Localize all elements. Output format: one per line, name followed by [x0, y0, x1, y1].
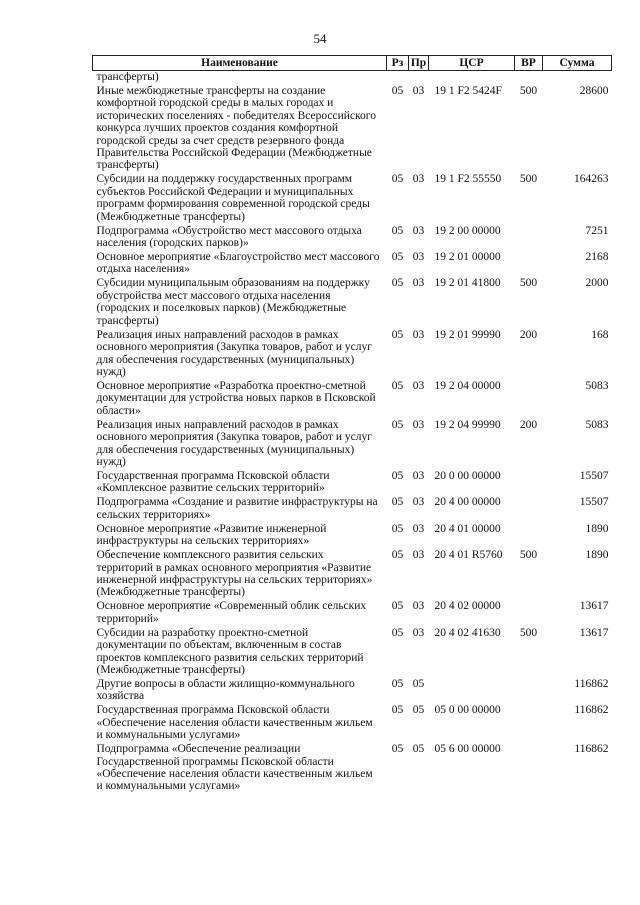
- cell-pr: 05: [412, 743, 425, 756]
- cell-sum: 1890: [585, 522, 609, 535]
- cell-pr: 03: [412, 173, 425, 186]
- cell-csr: 05 0 00 00000: [434, 704, 501, 717]
- table-row: [93, 704, 612, 743]
- table-row: [93, 277, 612, 328]
- cell-rz: 05: [391, 469, 404, 482]
- table-row: [93, 549, 612, 600]
- cell-rz: 05: [391, 173, 404, 186]
- cell-name: Государственная программа Псковской области «Обеспечение населения области качественным жильем и коммунальными услугами»: [96, 704, 373, 742]
- cell-rz: 05: [391, 522, 404, 535]
- cell-pr: 03: [412, 549, 425, 562]
- table-row: [93, 523, 612, 549]
- table-row: [93, 627, 612, 678]
- cell-pr: 03: [412, 251, 425, 264]
- cell-vr: 500: [519, 173, 538, 186]
- cell-sum: 5083: [585, 379, 609, 392]
- cell-vr: [515, 600, 543, 626]
- cell-pr: 03: [412, 328, 425, 341]
- cell-vr: 200: [519, 418, 538, 431]
- cell-pr: 03: [412, 522, 425, 535]
- cell-csr: 19 1 F2 55550: [434, 173, 502, 186]
- cell-sum: 2000: [585, 277, 609, 290]
- cell-name: Подпрограмма «Создание и развитие инфраструктуры на сельских территориях»: [96, 496, 378, 521]
- cell-sum: 116862: [574, 743, 609, 756]
- header-rz: Рз: [387, 56, 409, 71]
- cell-sum: [543, 71, 612, 86]
- cell-csr: 19 2 04 99990: [434, 418, 501, 431]
- cell-name: Основное мероприятие «Разработка проектно-сметной документации для устройства новых парков в Псковской области»: [96, 379, 376, 417]
- cell-rz: [387, 71, 409, 86]
- cell-pr: 03: [412, 418, 425, 431]
- table-row: [93, 743, 612, 794]
- cell-csr: 19 2 04 00000: [434, 379, 501, 392]
- cell-pr: 03: [412, 496, 425, 509]
- cell-sum: 116862: [574, 704, 609, 717]
- cell-rz: 05: [391, 600, 404, 613]
- cell-rz: 05: [391, 85, 404, 97]
- cell-sum: 116862: [574, 678, 609, 690]
- cell-pr: 03: [412, 379, 425, 392]
- cell-rz: 05: [391, 224, 404, 237]
- header-csr: ЦСР: [429, 56, 515, 71]
- cell-name: Субсидии на разработку проектно-сметной документации по объектам, включенным в состав проектов комплексного развития сельских территорий (Межбюджетные трансферты): [96, 626, 364, 676]
- cell-name: Субсидии на поддержку государственных программ субъектов Российской Федерации и муниципальных программ формирования современной городской среды (Межбюджетные трансферты): [96, 173, 370, 223]
- cell-rz: 05: [391, 743, 404, 756]
- cell-csr: 19 2 00 00000: [434, 224, 501, 237]
- table-row: [93, 419, 612, 470]
- table-row: [93, 85, 612, 173]
- cell-csr: 19 2 01 99990: [434, 328, 501, 341]
- cell-name: Реализация иных направлений расходов в рамках основного мероприятия (Закупка товаров, работ и услуг для обеспечения государственных (муниципальных) нужд): [96, 328, 372, 378]
- cell-name: Основное мероприятие «Благоустройство мест массового отдыха населения»: [96, 251, 380, 276]
- table-row: [93, 600, 612, 626]
- table-row: [93, 470, 612, 496]
- cell-rz: 05: [391, 251, 404, 264]
- cell-sum: 13617: [579, 626, 609, 639]
- cell-rz: 05: [391, 549, 404, 562]
- cell-csr: [429, 71, 515, 86]
- cell-name: Подпрограмма «Обеспечение реализации Государственной программы Псковской области «Обеспечение населения области качественным жильем и коммунальными услугами»: [96, 743, 373, 793]
- table-header: [93, 56, 612, 71]
- cell-csr: 20 4 01 00000: [434, 522, 501, 535]
- budget-table: [92, 55, 612, 794]
- cell-pr: [409, 71, 429, 86]
- cell-name: Основное мероприятие «Развитие инженерной инфраструктуры на сельских территориях»: [96, 522, 327, 548]
- cell-vr: 500: [519, 277, 538, 290]
- cell-rz: 05: [391, 678, 404, 690]
- cell-sum: 28600: [579, 85, 609, 97]
- header-name: Наименование: [93, 56, 387, 71]
- table-row: [93, 678, 612, 704]
- table-row: [93, 225, 612, 251]
- cell-csr: 19 2 01 41800: [434, 277, 501, 290]
- cell-vr: [515, 523, 543, 549]
- cell-sum: 2168: [585, 251, 609, 264]
- cell-csr: [429, 678, 515, 704]
- cell-rz: 05: [391, 328, 404, 341]
- cell-pr: 03: [412, 626, 425, 639]
- cell-sum: 15507: [579, 469, 609, 482]
- cell-pr: 05: [412, 704, 425, 717]
- cell-rz: 05: [391, 379, 404, 392]
- cell-vr: 500: [519, 626, 538, 639]
- cell-csr: 20 4 01 R5760: [434, 549, 503, 562]
- cell-vr: [515, 704, 543, 743]
- cell-sum: 5083: [585, 418, 609, 431]
- cell-pr: 03: [412, 469, 425, 482]
- cell-name: Другие вопросы в области жилищно-коммунального хозяйства: [96, 678, 355, 703]
- cell-vr: [515, 743, 543, 794]
- page-number: 54: [313, 31, 327, 46]
- cell-rz: 05: [391, 277, 404, 290]
- cell-vr: 200: [519, 328, 538, 341]
- cell-vr: [515, 496, 543, 522]
- cell-pr: 03: [412, 85, 425, 97]
- cell-name: трансферты): [96, 71, 159, 83]
- cell-rz: 05: [391, 626, 404, 639]
- cell-sum: 164263: [574, 173, 609, 186]
- cell-csr: 20 0 00 00000: [434, 469, 501, 482]
- cell-name: Обеспечение комплексного развития сельских территорий в рамках основного мероприятия «Развитие инженерной инфраструктуры на сельских территориях» (Межбюджетные трансферты): [96, 549, 373, 599]
- table-row: [93, 329, 612, 380]
- cell-vr: [515, 470, 543, 496]
- cell-csr: 20 4 00 00000: [434, 496, 501, 509]
- cell-rz: 05: [391, 496, 404, 509]
- cell-vr: 500: [519, 85, 538, 97]
- cell-pr: 03: [412, 277, 425, 290]
- table-row: [93, 173, 612, 224]
- table-body: [93, 71, 612, 795]
- cell-csr: 05 6 00 00000: [434, 743, 501, 756]
- cell-csr: 20 4 02 00000: [434, 600, 501, 613]
- header-pr: Пр: [409, 56, 429, 71]
- cell-name: Государственная программа Псковской области «Комплексное развитие сельских территорий»: [96, 469, 330, 495]
- table-row: [93, 496, 612, 522]
- cell-csr: 20 4 02 41630: [434, 626, 501, 639]
- cell-vr: [515, 71, 543, 86]
- cell-sum: 1890: [585, 549, 609, 562]
- cell-name: Реализация иных направлений расходов в рамках основного мероприятия (Закупка товаров, работ и услуг для обеспечения государственных (муниципальных) нужд): [96, 418, 372, 468]
- cell-vr: [515, 380, 543, 419]
- cell-vr: [515, 225, 543, 251]
- cell-sum: 168: [591, 328, 609, 341]
- table-row: [93, 380, 612, 419]
- cell-name: Субсидии муниципальным образованиям на поддержку обустройства мест массового отдыха населения (городских и поселковых парков) (Межбюджетные трансферты): [96, 277, 370, 327]
- table-row: [93, 251, 612, 277]
- table-row: [93, 71, 612, 86]
- cell-name: Подпрограмма «Обустройство мест массового отдыха населения (городских парков)»: [96, 224, 362, 250]
- cell-sum: 13617: [579, 600, 609, 613]
- header-sum: Сумма: [543, 56, 612, 71]
- cell-pr: 05: [412, 678, 425, 690]
- cell-pr: 03: [412, 600, 425, 613]
- cell-rz: 05: [391, 418, 404, 431]
- cell-csr: 19 1 F2 5424F: [434, 85, 502, 97]
- cell-vr: 500: [519, 549, 538, 562]
- cell-name: Иные межбюджетные трансферты на создание комфортной городской среды в малых городах и исторических поселениях - победителях Всероссийского конкурса лучших проектов создания комфортной городской среды за счет средств резервного фонда Правительства Российской Федерации (Межбюджетные трансферты): [96, 85, 376, 172]
- cell-csr: 19 2 01 00000: [434, 251, 501, 264]
- cell-vr: [515, 678, 543, 704]
- cell-sum: 7251: [585, 224, 609, 237]
- cell-vr: [515, 251, 543, 277]
- cell-pr: 03: [412, 224, 425, 237]
- cell-name: Основное мероприятие «Современный облик сельских территорий»: [96, 600, 367, 625]
- header-vr: ВР: [515, 56, 543, 71]
- cell-rz: 05: [391, 704, 404, 717]
- cell-sum: 15507: [579, 496, 609, 509]
